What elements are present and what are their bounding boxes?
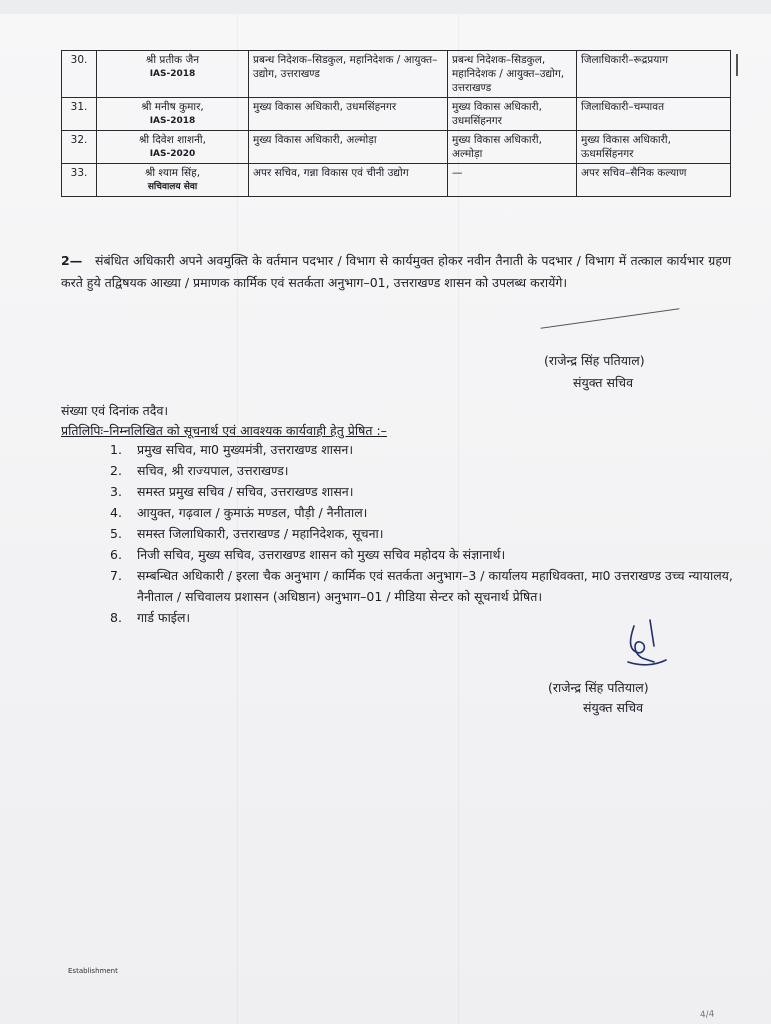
serial-number-cell: 31. [62,98,97,131]
table-row [62,51,731,98]
copy-recipient-list [110,439,734,628]
list-item-text: समस्त जिलाधिकारी, उत्तराखण्ड / महानिदेशक, सूचना। [137,526,384,541]
list-item-text: आयुक्त, गढ़वाल / कुमाऊं मण्डल, पौड़ी / नैनीताल। [137,505,368,520]
list-item-text: सम्बन्धित अधिकारी / इरला चैक अनुभाग / कार्मिक एवं सतर्कता अनुभाग–3 / कार्यालय महाधिवक्ता, मा0 उत्तराखण्ड उच्च न्यायालय, नैनीताल / सचिवालय प्रशासन (अधिष्ठान) अनुभाग–01 / मीडिया सेन्टर को सूचनार्थ प्रेषित। [137,568,733,604]
list-item [110,481,734,502]
officer-name: श्री प्रतीक जैन [145,54,200,66]
signatory-designation: संयुक्त सचिव [573,375,634,390]
signatory-designation: संयुक्त सचिव [583,700,644,715]
reference-line: संख्या एवं दिनांक तदैव। [61,403,169,418]
list-item-number: 6. [110,547,122,562]
page-number: 4/4 [699,1009,715,1021]
copy-heading: प्रतिलिपिः–निम्नलिखित को सूचनार्थ एवं आवश्यक कार्यवाही हेतु प्रेषित :– [61,423,387,438]
list-item [110,544,734,565]
new-post-cell: मुख्य विकास अधिकारी, ऊधमसिंहनगर [577,131,731,164]
officer-transfer-table [61,50,731,197]
list-item-text: गार्ड फाईल। [137,610,191,625]
list-item-number: 5. [110,526,122,541]
current-post-cell: मुख्य विकास अधिकारी, उधमसिंहनगर [249,98,448,131]
officer-service: IAS-2018 [149,69,196,79]
table-row [62,131,731,164]
list-item-text: प्रमुख सचिव, मा0 मुख्यमंत्री, उत्तराखण्ड शासन। [137,442,354,457]
footer-label: Establishment [68,967,118,975]
serial-number-cell: 32. [62,131,97,164]
relieved-post-cell: मुख्य विकास अधिकारी, उधमसिंहनगर [448,98,577,131]
officer-name-cell [97,131,249,164]
list-item-number: 8. [110,610,122,625]
new-post-cell: अपर सचिव–सैनिक कल्याण [577,164,731,197]
current-post-cell: प्रबन्ध निदेशक–सिडकुल, महानिदेशक / आयुक्त–उद्योग, उत्तराखण्ड [249,51,448,98]
list-item-number: 4. [110,505,122,520]
officer-name-cell [97,51,249,98]
new-post-cell: जिलाधिकारी–रूद्रप्रयाग [577,51,731,98]
officer-name: श्री मनीष कुमार, [141,101,204,113]
officer-name: श्री दिवेश शाशनी, [139,134,206,146]
officer-service: IAS-2020 [149,149,196,159]
list-item-number: 2. [110,463,122,478]
list-item-text: समस्त प्रमुख सचिव / सचिव, उत्तराखण्ड शासन। [137,484,354,499]
serial-number-cell: 33. [62,164,97,197]
officer-service: IAS-2018 [149,116,196,126]
list-item [110,565,734,607]
officer-service: सचिवालय सेवा [147,182,198,192]
list-item-number: 7. [110,568,122,583]
paragraph-number: 2— [61,253,83,268]
officer-name: श्री श्याम सिंह, [144,167,201,179]
new-post-cell: जिलाधिकारी–चम्पावत [577,98,731,131]
signatory-name: (राजेन्द्र सिंह पतियाल) [548,680,649,695]
relieved-post-cell: मुख्य विकास अधिकारी, अल्मोड़ा [448,131,577,164]
current-post-cell: अपर सचिव, गन्ना विकास एवं चीनी उद्योग [249,164,448,197]
officer-name-cell [97,98,249,131]
list-item-text: निजी सचिव, मुख्य सचिव, उत्तराखण्ड शासन को मुख्य सचिव महोदय के संज्ञानार्थ। [137,547,506,562]
list-item-number: 1. [110,442,122,457]
serial-number-cell: 30. [62,51,97,98]
handwritten-signature [620,612,680,672]
current-post-cell: मुख्य विकास अधिकारी, अल्मोड़ा [249,131,448,164]
list-item [110,523,734,544]
list-item [110,439,734,460]
list-item-number: 3. [110,484,122,499]
relieved-post-cell: प्रबन्ध निदेशक–सिडकुल, महानिदेशक / आयुक्त–उद्योग, उत्तराखण्ड [448,51,577,98]
table-row [62,98,731,131]
margin-mark [736,54,742,76]
list-item [110,502,734,523]
relieved-post-cell: — [448,164,577,197]
list-item [110,460,734,481]
officer-name-cell [97,164,249,197]
list-item-text: सचिव, श्री राज्यपाल, उत्तराखण्ड। [137,463,289,478]
paragraph-text: संबंधित अधिकारी अपने अवमुक्ति के वर्तमान पदभार / विभाग से कार्यमुक्त होकर नवीन तैनाती के पदभार / विभाग में तत्काल कार्यभार ग्रहण करते हुये तद्विषयक आख्या / प्रमाणक कार्मिक एवं सतर्कता अनुभाग–01, उत्तराखण्ड शासन को उपलब्ध करायेंगे। [61,253,731,290]
signatory-name: (राजेन्द्र सिंह पतियाल) [544,353,645,368]
paragraph-2 [61,250,731,294]
table-row [62,164,731,197]
